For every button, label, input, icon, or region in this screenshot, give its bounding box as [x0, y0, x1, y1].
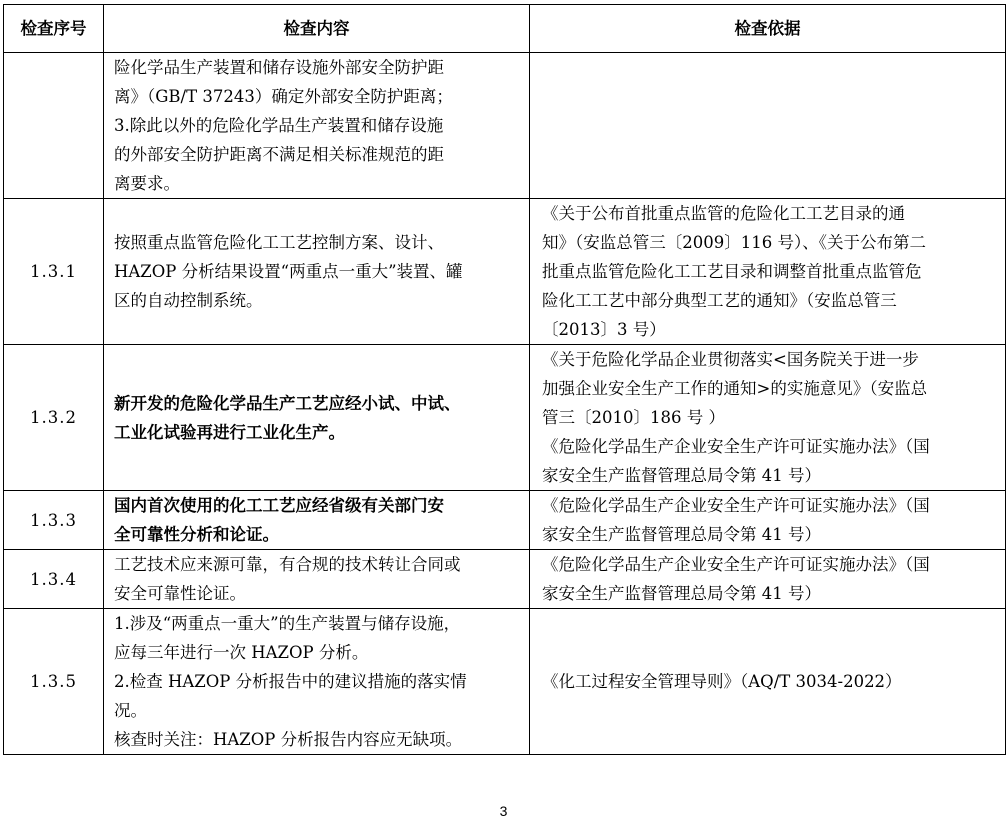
row-number: [4, 53, 104, 199]
row-content: [104, 345, 530, 491]
inspection-table: [3, 4, 1006, 755]
basis-line: 《危险化学品生产企业安全生产许可证实施办法》（国: [542, 555, 930, 574]
basis-line: 管三〔2010〕186 号 ）: [542, 408, 725, 427]
row-number: 1.3.2: [4, 345, 104, 491]
content-line: 新开发的危险化学品生产工艺应经小试、中试、: [114, 393, 461, 413]
table-row: [4, 53, 1006, 199]
table-row: [4, 345, 1006, 491]
row-number: 1.3.5: [4, 609, 104, 755]
content-line: 安全可靠性论证。: [114, 584, 246, 603]
row-content: [104, 199, 530, 345]
row-basis: [530, 53, 1006, 199]
content-line: 工艺技术应来源可靠，有合规的技术转让合同或: [114, 555, 461, 574]
content-line: 区的自动控制系统。: [114, 291, 263, 310]
content-line: 2.检查 HAZOP 分析报告中的建议措施的落实情: [114, 672, 467, 691]
header-row: [4, 5, 1006, 53]
content-line: 的外部安全防护距离不满足相关标准规范的距: [114, 145, 444, 164]
row-basis: [530, 199, 1006, 345]
content-line: 全可靠性分析和论证。: [114, 525, 279, 544]
row-content: [104, 491, 530, 550]
header-check-content: 检查内容: [104, 5, 530, 53]
header-check-basis: 检查依据: [530, 5, 1006, 53]
content-line: 离》（GB/T 37243）确定外部安全防护距离；: [114, 87, 453, 106]
basis-line: 险化工工艺中部分典型工艺的通知》（安监总管三: [542, 291, 897, 310]
row-basis: [530, 609, 1006, 755]
content-line: HAZOP 分析结果设置“两重点一重大”装置、罐: [114, 262, 463, 281]
row-number: 1.3.4: [4, 550, 104, 609]
basis-line: 《化工过程安全管理导则》（AQ/T 3034-2022）: [542, 672, 902, 691]
basis-line: 家安全生产监督管理总局令第 41 号）: [542, 466, 821, 485]
basis-line: 家安全生产监督管理总局令第 41 号）: [542, 525, 821, 544]
basis-line: 知》（安监总管三〔2009〕116 号）、《关于公布第二: [542, 233, 926, 252]
content-line: 国内首次使用的化工工艺应经省级有关部门安: [114, 496, 444, 515]
content-line: 1.涉及“两重点一重大”的生产装置与储存设施，: [114, 614, 461, 633]
page-number: 3: [499, 803, 508, 819]
content-line: 工业化试验再进行工业化生产。: [114, 422, 345, 442]
row-number: 1.3.3: [4, 491, 104, 550]
basis-line: 《危险化学品生产企业安全生产许可证实施办法》（国: [542, 437, 930, 456]
row-basis: [530, 345, 1006, 491]
basis-line: 批重点监管危险化工工艺目录和调整首批重点监管危: [542, 262, 922, 281]
row-content: [104, 550, 530, 609]
header-check-number: 检查序号: [4, 5, 104, 53]
content-line: 核查时关注：HAZOP 分析报告内容应无缺项。: [114, 730, 463, 749]
basis-line: 《危险化学品生产企业安全生产许可证实施办法》（国: [542, 496, 930, 515]
content-line: 按照重点监管危险化工工艺控制方案、设计、: [114, 233, 444, 252]
row-content: [104, 53, 530, 199]
table-row: [4, 199, 1006, 345]
row-number: 1.3.1: [4, 199, 104, 345]
basis-line: 家安全生产监督管理总局令第 41 号）: [542, 584, 821, 603]
basis-line: 《关于公布首批重点监管的危险化工工艺目录的通: [542, 204, 905, 223]
row-basis: [530, 550, 1006, 609]
content-line: 应每三年进行一次 HAZOP 分析。: [114, 643, 369, 662]
content-line: 离要求。: [114, 174, 180, 193]
content-line: 况。: [114, 701, 147, 720]
basis-line: 〔2013〕3 号）: [542, 320, 666, 339]
row-content: [104, 609, 530, 755]
row-basis: [530, 491, 1006, 550]
table-row: [4, 609, 1006, 755]
basis-line: 《关于危险化学品企业贯彻落实<国务院关于进一步: [542, 350, 919, 369]
basis-line: 加强企业安全生产工作的通知>的实施意见》（安监总: [542, 379, 928, 398]
content-line: 险化学品生产装置和储存设施外部安全防护距: [114, 58, 444, 77]
table-row: [4, 550, 1006, 609]
content-line: 3.除此以外的危险化学品生产装置和储存设施: [114, 116, 444, 135]
table-row: [4, 491, 1006, 550]
